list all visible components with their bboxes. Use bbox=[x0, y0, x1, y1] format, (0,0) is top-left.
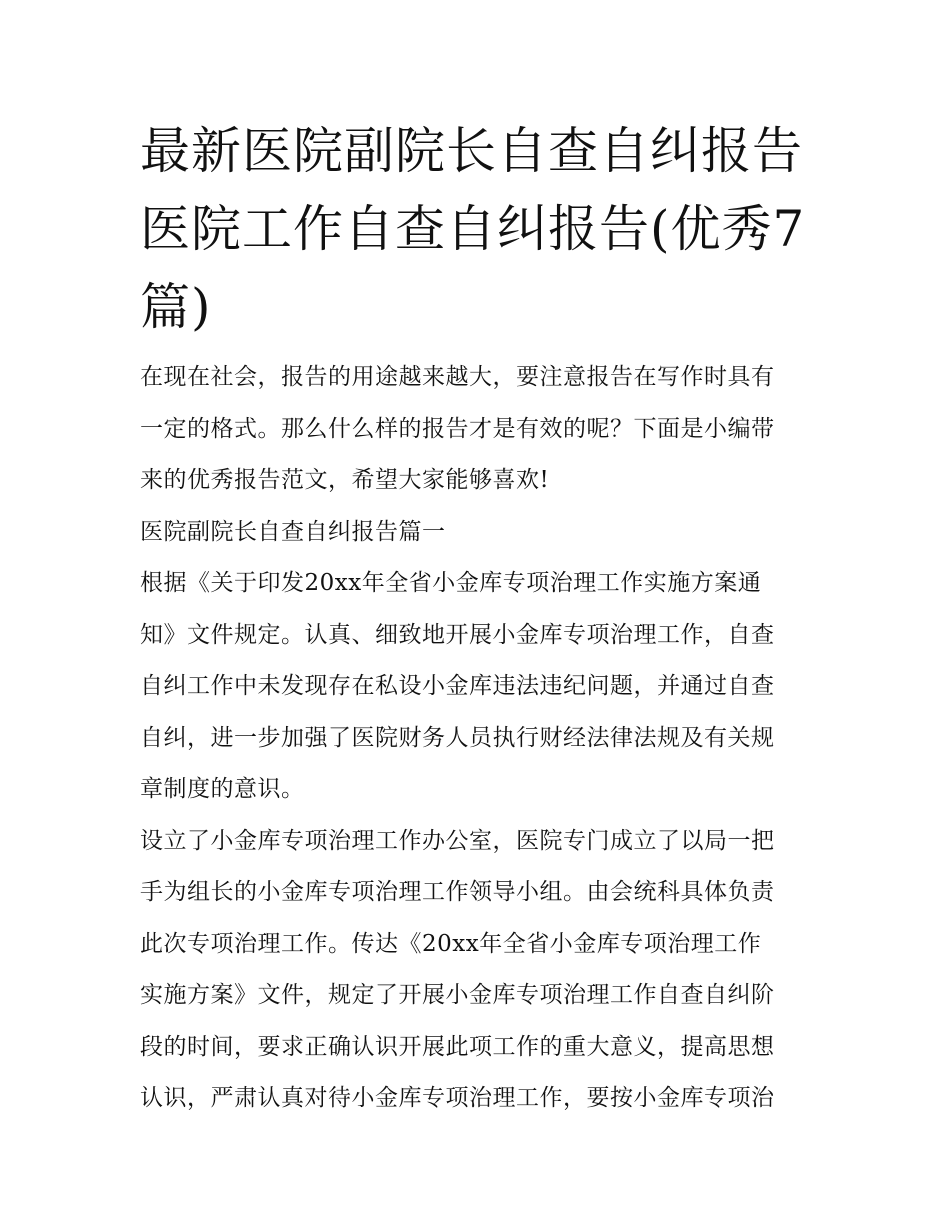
text-line: 段的时间，要求正确认识开展此项工作的重大意义，提高思想 bbox=[140, 1033, 775, 1060]
intro-paragraph bbox=[140, 352, 820, 507]
text-line: 自纠，进一步加强了医院财务人员执行财经法律法规及有关规 bbox=[140, 724, 775, 751]
text-line: 认识，严肃认真对待小金库专项治理工作，要按小金库专项治 bbox=[140, 1085, 775, 1111]
section-heading bbox=[140, 507, 820, 559]
text-line: 此次专项治理工作。传达《20xx年全省小金库专项治理工作 bbox=[140, 930, 762, 957]
text-line: 知》文件规定。认真、细致地开展小金库专项治理工作，自查 bbox=[140, 621, 775, 648]
title-line: 最新医院副院长自查自纠报告 bbox=[140, 122, 803, 180]
paragraph-2 bbox=[140, 816, 820, 1125]
text-line: 手为组长的小金库专项治理工作领导小组。由会统科具体负责 bbox=[140, 879, 775, 905]
title-line: 篇) bbox=[140, 278, 212, 336]
text-line: 实施方案》文件，规定了开展小金库专项治理工作自查自纠阶 bbox=[140, 982, 775, 1008]
title-line: 医院工作自查自纠报告(优秀7 bbox=[140, 200, 806, 258]
text-line: 在现在社会，报告的用途越来越大，要注意报告在写作时具有 bbox=[140, 364, 775, 390]
text-line: 自纠工作中未发现存在私设小金库违法违纪问题，并通过自查 bbox=[140, 673, 775, 699]
text-line: 设立了小金库专项治理工作办公室，医院专门成立了以局一把 bbox=[140, 827, 775, 854]
text-line: 章制度的意识。 bbox=[140, 776, 305, 802]
text-line: 根据《关于印发20xx年全省小金库专项治理工作实施方案通 bbox=[140, 570, 762, 596]
text-line: 来的优秀报告范文，希望大家能够喜欢! bbox=[140, 467, 550, 493]
text-line: 一定的格式。那么什么样的报告才是有效的呢？下面是小编带 bbox=[140, 415, 775, 442]
paragraph-1 bbox=[140, 558, 820, 816]
document-title bbox=[140, 112, 820, 346]
document-body bbox=[140, 352, 820, 1125]
section-heading-text: 医院副院长自查自纠报告篇一 bbox=[140, 518, 446, 545]
